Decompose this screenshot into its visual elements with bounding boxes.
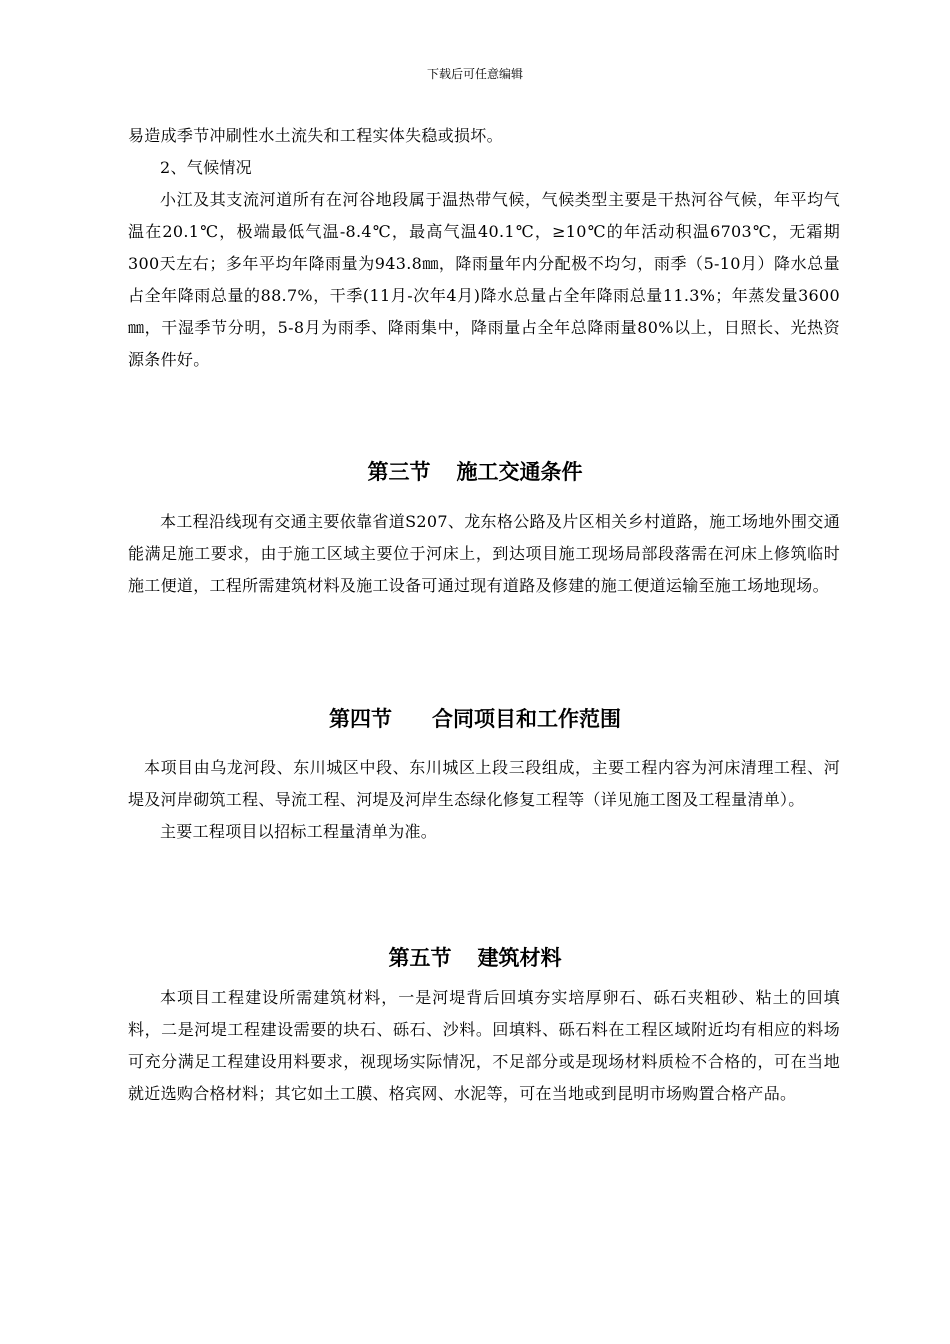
section-5-title: 建筑材料 (477, 946, 562, 970)
section-3-heading (0, 458, 950, 486)
section-4-body (128, 752, 840, 848)
materials-paragraph: 本项目工程建设所需建筑材料，一是河堤背后回填夯实培厚卵石、砾石夹粗砂、粘土的回填料，二是河堤工程建设需要的块石、砾石、沙料。回填料、砾石料在工程区域附近均有相应的料场可充分满足工程建设用料要求，视现场实际情况，不足部分或是现场材料质检不合格的，可在当地就近选购合格材料；其它如土工膜、格宾网、水泥等，可在当地或到昆明市场购置合格产品。 (128, 988, 840, 1103)
traffic-paragraph: 本工程沿线现有交通主要依靠省道S207、龙东格公路及片区相关乡村道路，施工场地外围交通能满足施工要求，由于施工区域主要位于河床上，到达项目施工现场局部段落需在河床上修筑临时施工便道，工程所需建筑材料及施工设备可通过现有道路及修建的施工便道运输至施工场地现场。 (128, 512, 840, 595)
section-3-body (128, 506, 840, 602)
section-3-number: 第三节 (367, 460, 431, 484)
scope-paragraph: 本项目由乌龙河段、东川城区中段、东川城区上段三段组成，主要工程内容为河床清理工程、河堤及河岸砌筑工程、导流工程、河堤及河岸生态绿化修复工程等（详见施工图及工程量清单）。 (128, 758, 840, 809)
climate-paragraph: 小江及其支流河道所有在河谷地段属于温热带气候，气候类型主要是干热河谷气候，年平均气温在20.1℃，极端最低气温-8.4℃，最高气温40.1℃，≥10℃的年活动积温6703℃，无霜期300天左右；多年平均年降雨量为943.8㎜，降雨量年内分配极不均匀，雨季（5-10月）降水总量占全年降雨总量的88.7%，干季(11月-次年4月)降水总量占全年降雨总量11.3%；年蒸发量3600㎜，干湿季节分明，5-8月为雨季、降雨集中，降雨量占全年总降雨量80%以上，日照长、光热资源条件好。 (128, 190, 840, 369)
section-4-number: 第四节 (329, 707, 392, 731)
section-5-heading (0, 944, 950, 972)
scope-note-paragraph: 主要工程项目以招标工程量清单为准。 (160, 822, 438, 841)
section-5-number: 第五节 (388, 946, 452, 970)
page-header: 下载后可任意编辑 (426, 67, 523, 81)
subheading-climate: 2、气候情况 (160, 158, 252, 177)
section-4-title: 合同项目和工作范围 (432, 707, 621, 731)
continued-paragraph: 易造成季节冲刷性水土流失和工程实体失稳或损坏。 (128, 126, 503, 145)
section-5-body (128, 982, 840, 1110)
section-3-title: 施工交通条件 (456, 460, 583, 484)
climate-block (128, 120, 840, 376)
section-4-heading (0, 705, 950, 733)
